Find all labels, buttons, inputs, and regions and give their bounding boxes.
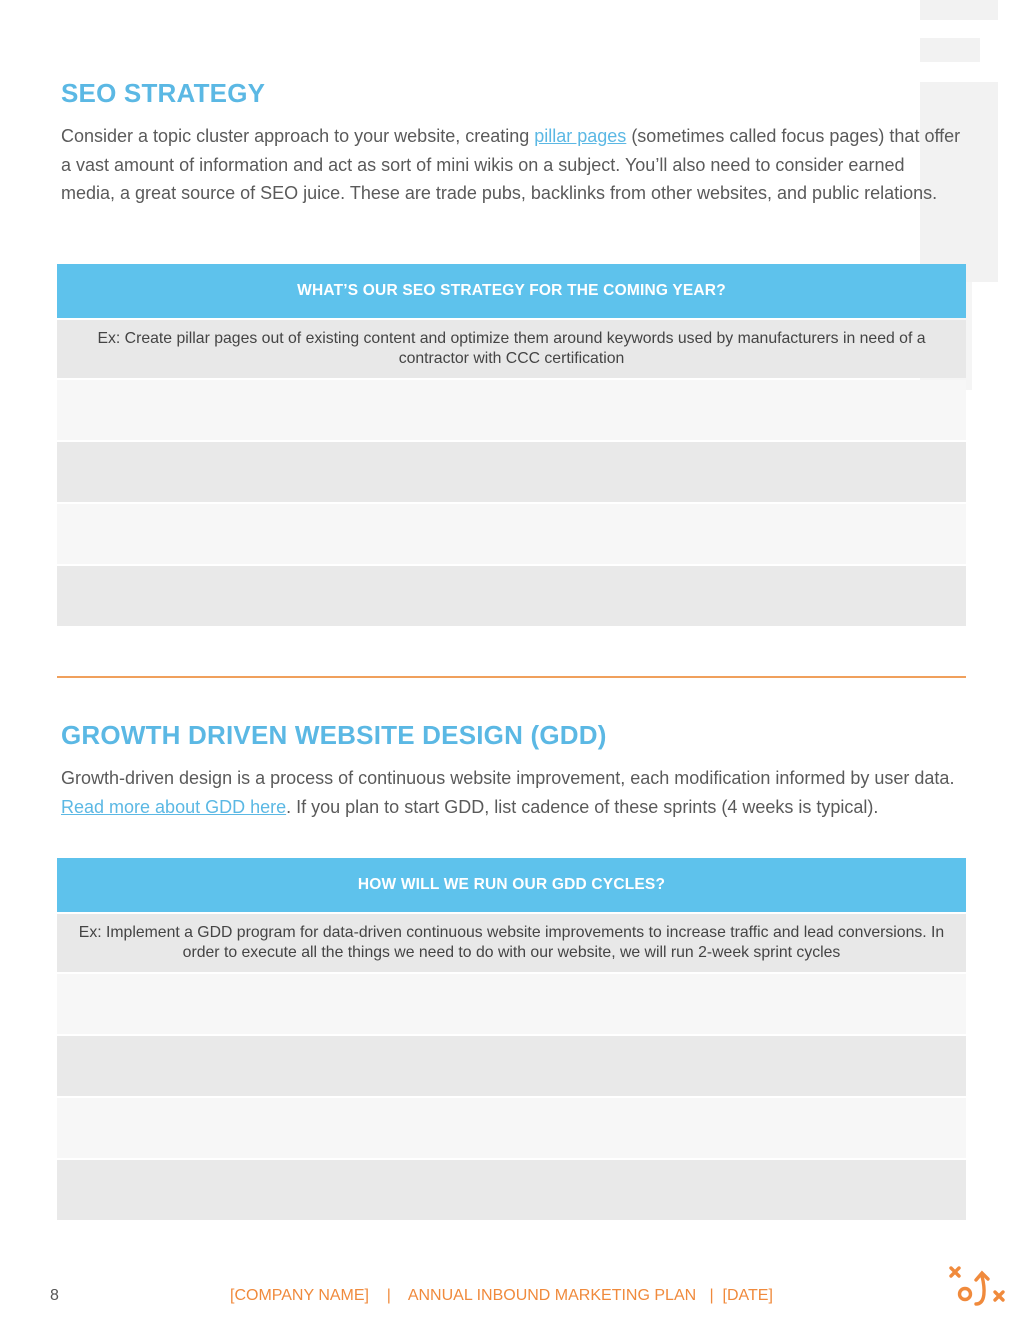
gdd-entry-row-3[interactable] [57, 1098, 966, 1158]
footer-text: [COMPANY NAME] | ANNUAL INBOUND MARKETING PLAN | [DATE] [230, 1287, 773, 1304]
page-number: 8 [50, 1287, 59, 1304]
gdd-entry-row-2[interactable] [57, 1036, 966, 1096]
seo-entry-row-1[interactable] [57, 380, 966, 440]
gdd-entry-row-1[interactable] [57, 974, 966, 1034]
seo-text-part1: Consider a topic cluster approach to your website, creating [61, 126, 535, 146]
seo-table-header: WHAT’S OUR SEO STRATEGY FOR THE COMING YEAR? [57, 264, 966, 318]
section-divider [57, 676, 966, 678]
seo-strategy-paragraph [61, 122, 961, 208]
decorative-bar [920, 0, 998, 20]
seo-entry-row-2[interactable] [57, 442, 966, 502]
seo-entry-row-3[interactable] [57, 504, 966, 564]
seo-example-row: Ex: Create pillar pages out of existing content and optimize them around keywords used by manufacturers in need of a contractor with CCC certification [57, 320, 966, 378]
pillar-pages-link[interactable]: pillar pages [534, 126, 627, 146]
gdd-read-more-link[interactable]: Read more about GDD here [61, 796, 287, 817]
gdd-paragraph [61, 764, 966, 821]
seo-strategy-heading: SEO STRATEGY [61, 78, 266, 108]
gdd-text-part2: . If you plan to start GDD, list cadence of these sprints (4 weeks is typical). [286, 796, 879, 817]
gdd-text-part1: Growth-driven design is a process of continuous website improvement, each modification informed by user data. [61, 768, 955, 788]
gdd-entry-row-4[interactable] [57, 1160, 966, 1220]
seo-entry-row-4[interactable] [57, 566, 966, 626]
gdd-example-row: Ex: Implement a GDD program for data-driven continuous website improvements to increase traffic and lead conversions. In order to execute all the things we need to do with our website, we will run 2-week sprint cycles [57, 914, 966, 972]
strategy-play-icon [946, 1264, 1008, 1312]
gdd-table [57, 858, 966, 1220]
decorative-bar [920, 38, 980, 62]
seo-text-part2: (sometimes called focus pages) that offer a vast amount of information and act as sort of mini wikis on a subject. You’ll also need to consider earned media, a great source of SEO juice. These are trade pubs, backlinks from other websites, and public relations. [61, 126, 961, 204]
seo-strategy-table [57, 264, 966, 626]
gdd-table-header: HOW WILL WE RUN OUR GDD CYCLES? [57, 858, 966, 912]
gdd-heading: GROWTH DRIVEN WEBSITE DESIGN (GDD) [61, 720, 607, 750]
